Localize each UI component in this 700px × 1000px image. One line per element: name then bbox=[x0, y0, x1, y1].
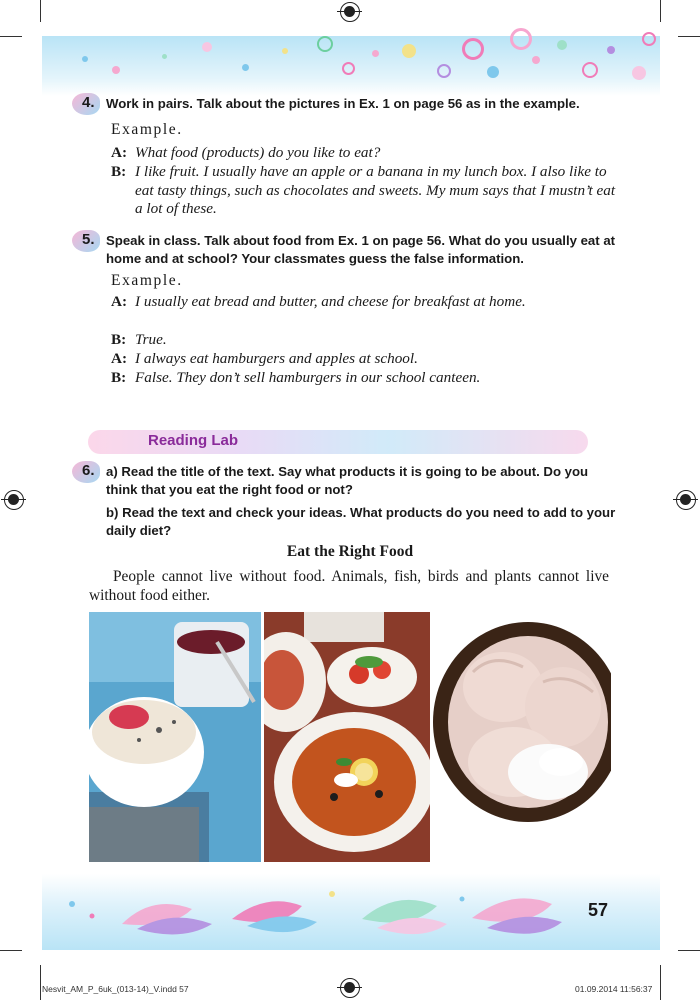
text-title: Eat the Right Food bbox=[286, 543, 414, 560]
exercise-number-badge bbox=[72, 461, 102, 485]
speaker-label: B: bbox=[111, 369, 127, 386]
exercise-number: 6. bbox=[82, 462, 95, 479]
speaker-label: A: bbox=[111, 293, 128, 310]
exercise-number-badge bbox=[72, 93, 102, 117]
dialogue-line bbox=[111, 350, 616, 369]
print-timestamp: 01.09.2014 11:56:37 bbox=[575, 984, 653, 994]
crop-mark bbox=[678, 950, 700, 951]
registration-mark-icon bbox=[4, 490, 24, 510]
text-paragraph: People cannot live without food. Animals, fish, birds and plants cannot live without food either. bbox=[89, 568, 609, 604]
dialogue-text: True. bbox=[135, 331, 167, 348]
crop-mark bbox=[40, 0, 41, 22]
dialogue-text: I always eat hamburgers and apples at school. bbox=[135, 350, 418, 367]
crop-mark bbox=[40, 965, 41, 1000]
header-decoration bbox=[42, 36, 660, 96]
crop-mark bbox=[0, 950, 22, 951]
exercise-part-a: a) Read the title of the text. Say what products it is going to be about. Do you think that you eat the right food or not? bbox=[106, 464, 589, 497]
crop-mark bbox=[660, 965, 661, 1000]
porridge-photo bbox=[89, 612, 261, 862]
page-number: 57 bbox=[588, 900, 609, 920]
exercise-instruction: Work in pairs. Talk about the pictures in Ex. 1 on page 56 as in the example. bbox=[106, 96, 580, 111]
exercise-number: 4. bbox=[82, 94, 95, 111]
crop-mark bbox=[678, 36, 700, 37]
food-photo-collage bbox=[89, 612, 611, 862]
dumplings-photo bbox=[433, 612, 611, 862]
speaker-label: B: bbox=[111, 163, 127, 180]
exercise-4-heading bbox=[72, 95, 617, 113]
dialogue-line bbox=[111, 144, 616, 163]
dialogue-line bbox=[111, 293, 616, 312]
speaker-label: A: bbox=[111, 350, 128, 367]
exercise-number-badge bbox=[72, 230, 102, 254]
dialogue-line bbox=[111, 369, 616, 388]
footer-decoration bbox=[42, 874, 660, 950]
exercise-instruction: Speak in class. Talk about food from Ex. 1 on page 56. What do you usually eat at home and at school? Your classmates guess the false information. bbox=[106, 233, 616, 266]
registration-mark-icon bbox=[676, 490, 696, 510]
dialogue-text: I usually eat bread and butter, and cheese for breakfast at home. bbox=[135, 293, 526, 310]
speaker-label: A: bbox=[111, 144, 128, 161]
dialogue-text: False. They don’t sell hamburgers in our school canteen. bbox=[135, 369, 481, 386]
exercise-number: 5. bbox=[82, 231, 95, 248]
dialogue-line bbox=[111, 331, 616, 350]
file-slug: Nesvit_AM_P_6uk_(013-14)_V.indd 57 bbox=[42, 984, 189, 994]
registration-mark-icon bbox=[340, 2, 360, 22]
crop-mark bbox=[0, 36, 22, 37]
dialogue-text: I like fruit. I usually have an apple or a banana in my lunch box. I also like to eat tasty things, such as chocolates and sweets. My mum says that I mustn’t eat a lot of these. bbox=[135, 163, 616, 218]
speaker-label: B: bbox=[111, 331, 127, 348]
soup-photo bbox=[264, 612, 430, 862]
dialogue-text: What food (products) do you like to eat? bbox=[135, 144, 381, 161]
example-label: Example. bbox=[111, 121, 183, 138]
example-label: Example. bbox=[111, 272, 183, 289]
registration-mark-icon bbox=[340, 978, 360, 998]
crop-mark bbox=[660, 0, 661, 22]
exercise-part-b: b) Read the text and check your ideas. What products do you need to add to your daily diet? bbox=[106, 505, 616, 538]
reading-lab-title: Reading Lab bbox=[148, 432, 239, 449]
dialogue-line bbox=[111, 163, 616, 219]
exercise-5-heading bbox=[72, 232, 617, 268]
